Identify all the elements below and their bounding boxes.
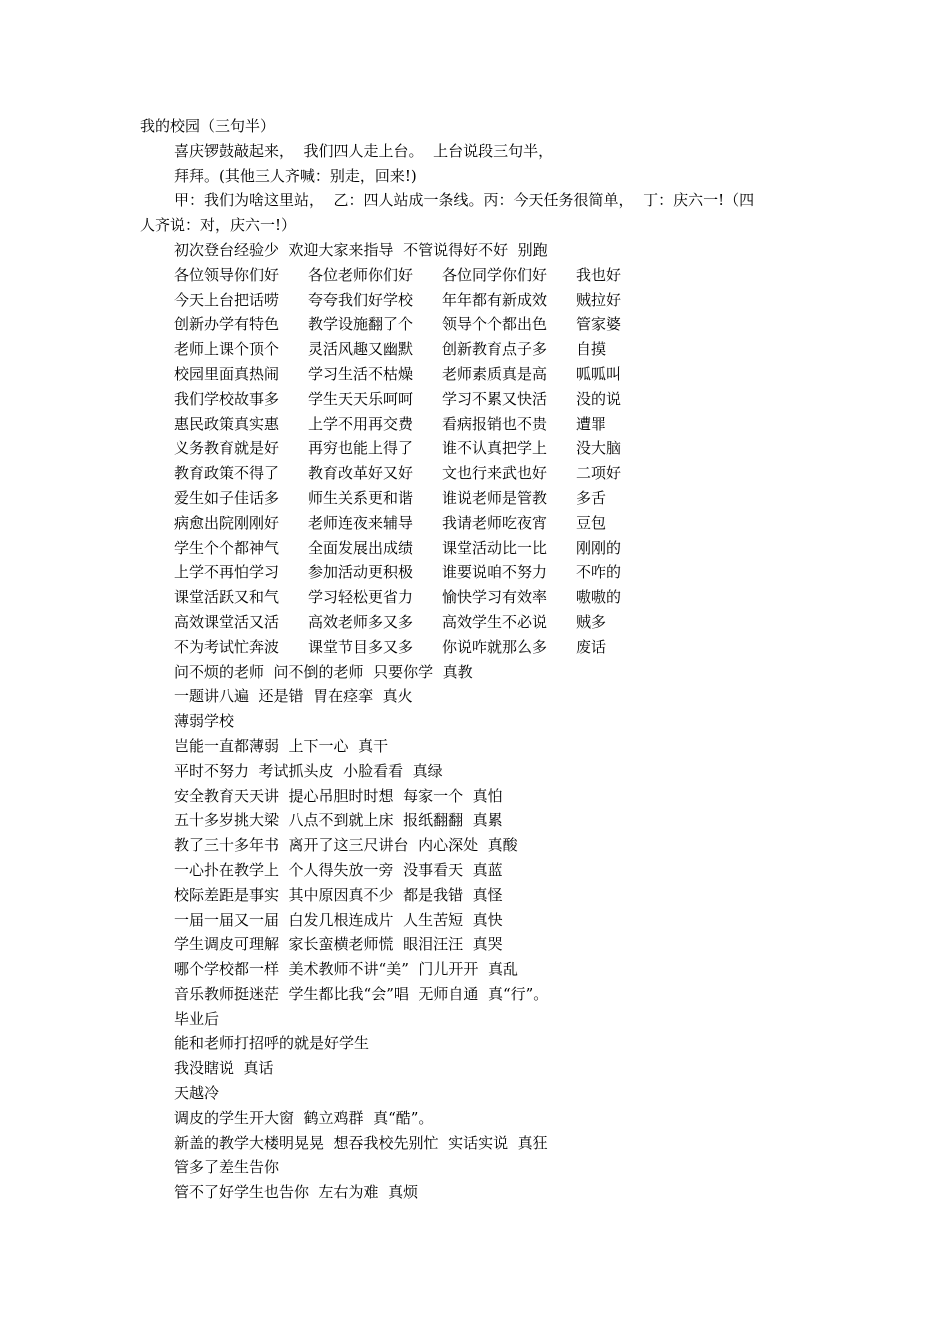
verse-row — [140, 486, 820, 511]
verse-phrase: 谁要说咱不努力 — [442, 563, 548, 582]
verse-row — [140, 337, 820, 362]
verse-row — [140, 263, 820, 288]
verse-phrase: 愉快学习有效率 — [442, 588, 548, 607]
verse-row — [140, 511, 820, 536]
verse-phrase: 课堂活跃又和气 — [174, 588, 280, 607]
verse-phrase: 贼拉好 — [576, 290, 622, 309]
verse-phrase: 年年都有新成效 — [442, 290, 548, 309]
verse-phrase: 学习不累又快活 — [442, 389, 548, 408]
verse-phrase: 没大脑 — [576, 439, 622, 458]
text-line: 一题讲八遍 还是错 胃在痉挛 真火 — [174, 687, 413, 706]
roles-line-continued: 人齐说：对，庆六一!） — [140, 216, 297, 235]
verse-phrase: 高效学生不必说 — [442, 612, 548, 631]
opening-line: 初次登台经验少 欢迎大家来指导 不管说得好不好 别跑 — [174, 240, 548, 259]
verse-phrase: 二项好 — [576, 464, 622, 483]
verse-phrase: 各位老师你们好 — [308, 265, 414, 284]
verse-phrase: 学习生活不枯燥 — [308, 364, 414, 383]
verse-phrase: 没的说 — [576, 389, 622, 408]
text-line: 学生调皮可理解 家长蛮横老师慌 眼泪汪汪 真哭 — [174, 935, 503, 954]
verse-phrase: 上学不再怕学习 — [174, 563, 280, 582]
text-line: 管多了差生告你 — [174, 1158, 280, 1177]
verse-phrase: 课堂节目多又多 — [308, 637, 414, 656]
text-line: 哪个学校都一样 美术教师不讲“美” 门儿开开 真乱 — [174, 960, 518, 979]
verse-phrase: 教育政策不得了 — [174, 464, 280, 483]
verse-phrase: 参加活动更积极 — [308, 563, 414, 582]
intro-line: 喜庆锣鼓敲起来， 我们四人走上台。 上台说段三句半， — [174, 141, 554, 160]
verse-phrase: 各位领导你们好 — [174, 265, 280, 284]
verse-row — [140, 635, 820, 660]
text-line: 音乐教师挺迷茫 学生都比我“会”唱 无师自通 真“行”。 — [174, 984, 549, 1003]
verse-row — [140, 312, 820, 337]
verse-row — [140, 412, 820, 437]
verse-phrase: 谁说老师是管教 — [442, 488, 548, 507]
text-line: 我没瞎说 真话 — [174, 1059, 274, 1078]
verse-phrase: 病愈出院刚刚好 — [174, 513, 280, 532]
document-title: 我的校园（三句半） — [140, 117, 276, 135]
verse-row — [140, 387, 820, 412]
text-line: 薄弱学校 — [174, 712, 235, 731]
verse-row — [140, 560, 820, 585]
verse-phrase: 高效课堂活又活 — [174, 612, 280, 631]
verse-phrase: 爱生如子佳话多 — [174, 488, 280, 507]
verse-phrase: 文也行来武也好 — [442, 464, 548, 483]
verse-phrase: 学生天天乐呵呵 — [308, 389, 414, 408]
verse-phrase: 灵活风趣又幽默 — [308, 340, 414, 359]
roles-line: 甲：我们为啥这里站， 乙：四人站成一条线。丙：今天任务很简单， 丁：庆六一!（四 — [174, 191, 755, 210]
verse-phrase: 谁不认真把学上 — [442, 439, 548, 458]
text-line: 安全教育天天讲 提心吊胆时时想 每家一个 真怕 — [174, 786, 503, 805]
verse-phrase: 豆包 — [576, 513, 607, 532]
verse-phrase: 自摸 — [576, 340, 607, 359]
verse-row — [140, 362, 820, 387]
intro-line: 拜拜。(其他三人齐喊：别走，回来!) — [174, 166, 417, 185]
verse-phrase: 上学不用再交费 — [308, 414, 414, 433]
verse-phrase: 学习轻松更省力 — [308, 588, 414, 607]
document-page — [140, 114, 820, 1205]
verse-phrase: 我也好 — [576, 265, 622, 284]
text-line: 教了三十多年书 离开了这三尺讲台 内心深处 真酸 — [174, 836, 518, 855]
verse-phrase: 呱呱叫 — [576, 364, 622, 383]
text-line: 问不烦的老师 问不倒的老师 只要你学 真教 — [174, 662, 473, 681]
verse-phrase: 你说咋就那么多 — [442, 637, 548, 656]
verse-row — [140, 436, 820, 461]
verse-block — [140, 263, 820, 660]
text-line: 校际差距是事实 其中原因真不少 都是我错 真怪 — [174, 885, 503, 904]
verse-phrase: 嗷嗷的 — [576, 588, 622, 607]
verse-phrase: 教学设施翻了个 — [308, 315, 414, 334]
text-line: 一心扑在教学上 个人得失放一旁 没事看天 真蓝 — [174, 860, 503, 879]
verse-phrase: 不咋的 — [576, 563, 622, 582]
verse-row — [140, 536, 820, 561]
verse-phrase: 废话 — [576, 637, 607, 656]
text-line: 一届一届又一届 白发几根连成片 人生苦短 真快 — [174, 910, 503, 929]
verse-phrase: 课堂活动比一比 — [442, 538, 548, 557]
text-line: 天越冷 — [174, 1084, 220, 1103]
verse-phrase: 校园里面真热闹 — [174, 364, 280, 383]
text-line: 五十多岁挑大梁 八点不到就上床 报纸翻翻 真累 — [174, 811, 503, 830]
verse-phrase: 我们学校故事多 — [174, 389, 280, 408]
verse-row — [140, 461, 820, 486]
verse-phrase: 不为考试忙奔波 — [174, 637, 280, 656]
text-line: 平时不努力 考试抓头皮 小脸看看 真绿 — [174, 761, 443, 780]
verse-phrase: 创新办学有特色 — [174, 315, 280, 334]
verse-phrase: 学生个个都神气 — [174, 538, 280, 557]
verse-phrase: 高效老师多又多 — [308, 612, 414, 631]
text-line: 调皮的学生开大窗 鹤立鸡群 真“酷”。 — [174, 1108, 434, 1127]
verse-phrase: 遭罪 — [576, 414, 607, 433]
verse-phrase: 全面发展出成绩 — [308, 538, 414, 557]
text-line: 新盖的教学大楼明晃晃 想吞我校先别忙 实话实说 真狂 — [174, 1133, 548, 1152]
verse-phrase: 师生关系更和谐 — [308, 488, 414, 507]
verse-phrase: 看病报销也不贵 — [442, 414, 548, 433]
verse-phrase: 今天上台把话唠 — [174, 290, 280, 309]
verse-row — [140, 585, 820, 610]
verse-phrase: 各位同学你们好 — [442, 265, 548, 284]
verse-phrase: 老师连夜来辅导 — [308, 513, 414, 532]
verse-phrase: 创新教育点子多 — [442, 340, 548, 359]
verse-phrase: 老师素质真是高 — [442, 364, 548, 383]
line-block — [140, 660, 820, 1206]
verse-phrase: 惠民政策真实惠 — [174, 414, 280, 433]
verse-phrase: 多舌 — [576, 488, 607, 507]
verse-phrase: 我请老师吃夜宵 — [442, 513, 548, 532]
verse-phrase: 再穷也能上得了 — [308, 439, 414, 458]
verse-phrase: 管家婆 — [576, 315, 622, 334]
verse-phrase: 贼多 — [576, 612, 607, 631]
verse-phrase: 教育改革好又好 — [308, 464, 414, 483]
verse-phrase: 领导个个都出色 — [442, 315, 548, 334]
verse-phrase: 义务教育就是好 — [174, 439, 280, 458]
verse-row — [140, 610, 820, 635]
verse-phrase: 老师上课个顶个 — [174, 340, 280, 359]
verse-row — [140, 288, 820, 313]
verse-phrase: 夸夸我们好学校 — [308, 290, 414, 309]
text-line: 毕业后 — [174, 1009, 220, 1028]
text-line: 能和老师打招呼的就是好学生 — [174, 1034, 370, 1053]
verse-phrase: 刚刚的 — [576, 538, 622, 557]
text-line: 管不了好学生也告你 左右为难 真烦 — [174, 1183, 419, 1202]
text-line: 岂能一直都薄弱 上下一心 真干 — [174, 736, 389, 755]
